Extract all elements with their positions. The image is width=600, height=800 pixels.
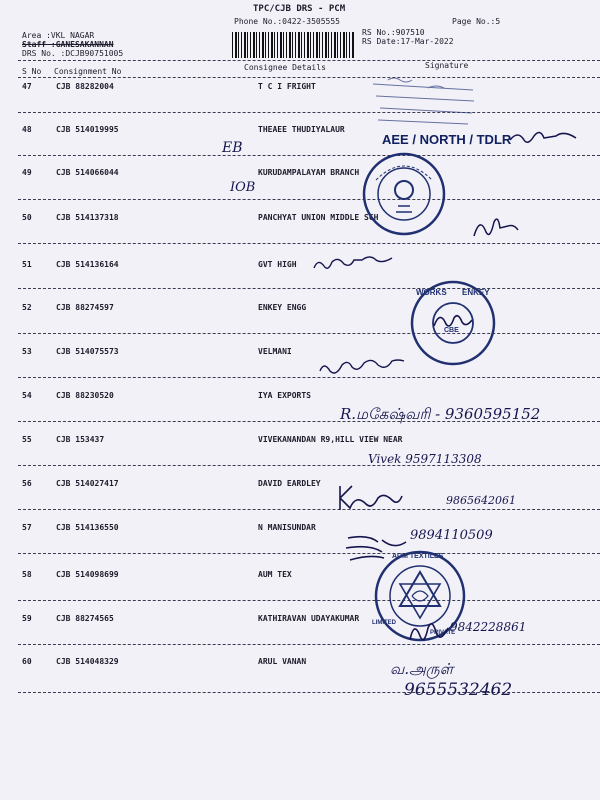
col-consignee: Consignee Details [244,63,326,72]
handwritten-eb: EB [222,140,243,156]
rs-number: RS No.:907510 [362,28,425,37]
row-sno: 47 [22,82,32,91]
row-consignment: CJB 514075573 [56,347,119,356]
stamp-private-label: PRIVATE [430,630,456,636]
signature-56 [336,480,410,516]
phone-number: Phone No.:0422-3505555 [234,17,340,26]
row-divider [18,377,600,378]
row-divider [18,112,600,113]
row-consignee: THEAEE THUDIYALAUR [258,125,345,134]
row-consignment: CJB 514136550 [56,523,119,532]
row-consignee: ARUL VANAN [258,657,307,666]
row-consignee: DAVID EARDLEY [258,479,321,488]
row-consignment: CJB 514066044 [56,168,119,177]
table-row [0,260,600,273]
row-sno: 54 [22,391,32,400]
row-sno: 55 [22,435,32,444]
row-consignment: CJB 514137318 [56,213,119,222]
row-divider [18,553,600,554]
col-sno: S No [22,67,42,76]
row-consignment: CJB 88230520 [56,391,114,400]
stamp-cbe-label: CBE [444,327,459,334]
row-sno: 49 [22,168,32,177]
stamp-works-label: WORKS [416,288,447,297]
handwritten-56: 9865642061 [446,494,516,507]
col-signature: Signature [425,61,469,70]
barcode [232,32,354,58]
signature-53 [316,355,412,381]
row-sno: 48 [22,125,32,134]
table-row [0,479,600,492]
row-consignment: CJB 514048329 [56,657,119,666]
row-consignee: KATHIRAVAN UDAYAKUMAR [258,614,360,623]
row-divider [18,199,600,200]
table-row [0,303,600,316]
row-sno: 58 [22,570,32,579]
table-row [0,391,600,404]
row-consignee: IYA EXPORTS [258,391,311,400]
table-row [0,657,600,670]
stamp-aum-label: AUM TEXTILES [392,553,444,560]
row-divider [18,155,600,156]
row-consignment: CJB 514019995 [56,125,119,134]
row-consignment: CJB 88274565 [56,614,114,623]
column-header-divider [18,77,600,78]
row-sno: 57 [22,523,32,532]
handwritten-59: 9842228861 [450,620,527,634]
aee-stamp-text: AEE / NORTH / TDLR [382,132,512,147]
row-consignee: AUM TEX [258,570,292,579]
col-consignment: Consignment No [54,67,122,76]
row-consignee: VIVEKANANDAN R9,HILL VIEW NEAR [258,435,403,444]
table-row [0,347,600,360]
row-sno: 52 [22,303,32,312]
row-consignee: KURUDAMPALAYAM BRANCH [258,168,360,177]
header-divider [18,60,600,61]
row-divider [18,509,600,510]
row-sno: 56 [22,479,32,488]
row-divider [18,692,600,693]
row-divider [18,288,600,289]
signature-51 [312,252,396,276]
handwritten-60-name: வ.அருள் [390,660,454,678]
signature-52 [430,308,474,334]
mirrored-address-stamp [368,74,480,132]
row-divider [18,600,600,601]
handwritten-54: R.மகேஷ்வரி - 9360595152 [340,405,541,423]
row-divider [18,465,600,466]
row-sno: 60 [22,657,32,666]
row-consignment: CJB 88282004 [56,82,114,91]
table-row [0,82,600,95]
row-consignee: ENKEY ENGG [258,303,307,312]
row-sno: 51 [22,260,32,269]
table-row [0,523,600,536]
stamp-enkey-label: ENKEY [462,288,490,297]
signature-50 [470,212,520,244]
row-sno: 50 [22,213,32,222]
handwritten-55: Vivek 9597113308 [368,452,482,466]
row-consignment: CJB 514027417 [56,479,119,488]
row-consignee: GVT HIGH [258,260,297,269]
staff-field: Staff :GANESAKANNAN [22,40,114,49]
drs-number: DRS No. :DCJB90751005 [22,49,124,58]
table-row [0,435,600,448]
row-sno: 53 [22,347,32,356]
page-number: Page No.:5 [452,17,501,26]
document-title: TPC/CJB DRS - PCM [253,4,346,14]
row-consignment: CJB 88274597 [56,303,114,312]
handwritten-57: 9894110509 [410,528,493,543]
row-consignment: CJB 514136164 [56,260,119,269]
rs-date: RS Date:17-Mar-2022 [362,37,454,46]
row-divider [18,333,600,334]
table-row [0,168,600,181]
row-consignment: CJB 153437 [56,435,105,444]
row-consignee: T C I FRIGHT [258,82,316,91]
row-consignee: PANCHYAT UNION MIDDLE SCH [258,213,379,222]
row-divider [18,644,600,645]
row-consignment: CJB 514098699 [56,570,119,579]
row-consignee: VELMANI [258,347,292,356]
row-consignee: N MANISUNDAR [258,523,316,532]
row-sno: 59 [22,614,32,623]
area-field: Area :VKL NAGAR [22,31,95,40]
table-row [0,570,600,583]
signature-59 [406,616,452,648]
aee-signature [508,126,580,152]
handwritten-60-phone: 9655532462 [404,680,513,700]
school-round-stamp [360,150,448,240]
stamp-limited-label: LIMITED [372,620,396,626]
handwritten-iob: IOB [230,180,256,195]
